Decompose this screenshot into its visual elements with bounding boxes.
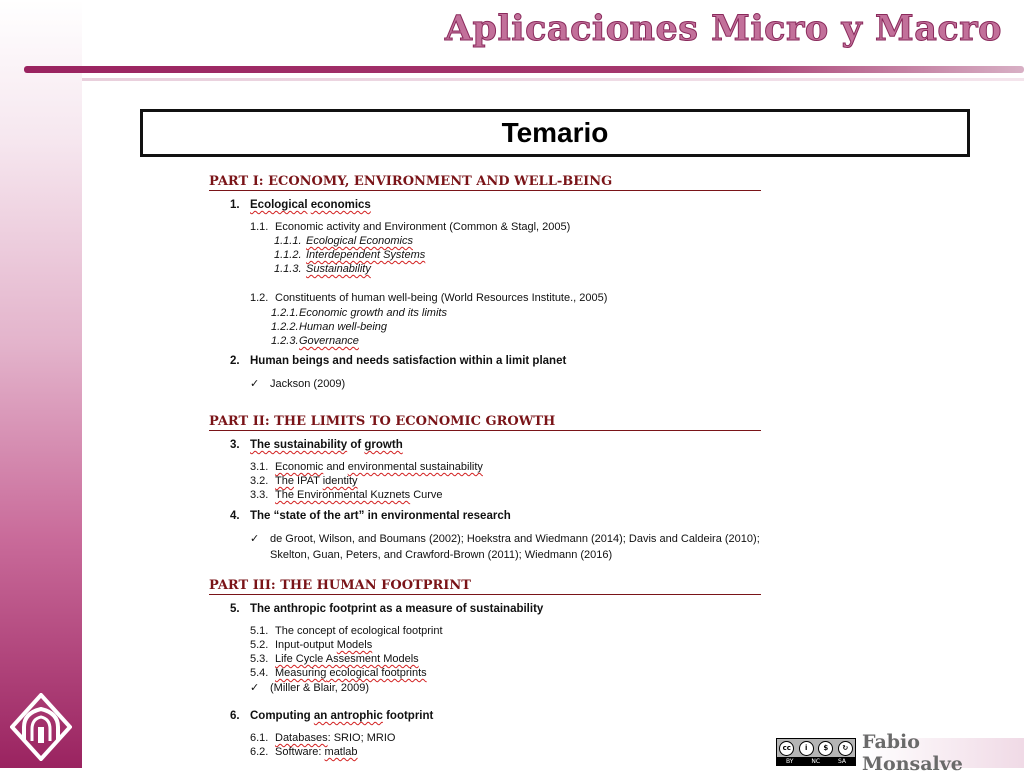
sharealike-icon: ↻ xyxy=(838,741,853,756)
part-heading: PART II: THE LIMITS TO ECONOMIC GROWTH xyxy=(209,414,761,431)
license-label-sa: SA xyxy=(837,757,847,765)
section-heading: 4. The “state of the art” in environmental research xyxy=(230,510,511,522)
check-icon: ✓ xyxy=(250,533,260,545)
check-icon: ✓ xyxy=(250,378,260,390)
section-heading: 3. The sustainability of growth xyxy=(230,439,403,451)
section-heading: 2. Human beings and needs satisfaction within a limit planet xyxy=(230,355,567,367)
subsection: 6.1. Databases: SRIO; MRIO xyxy=(250,732,396,744)
attribution-icon: i xyxy=(799,741,814,756)
section-heading: 1. Ecological economics xyxy=(230,199,371,211)
noncommercial-icon: $ xyxy=(818,741,833,756)
reference-item: ✓ (Miller & Blair, 2009) xyxy=(250,682,370,694)
check-icon: ✓ xyxy=(250,682,260,694)
subsection: 1.2. Constituents of human well-being (World Resources Institute., 2005) xyxy=(250,292,608,304)
creative-commons-license-badge xyxy=(776,738,856,766)
subsection: 5.4. Measuring ecological footprints xyxy=(250,667,427,679)
author-name: Fabio Monsalve xyxy=(862,738,1024,768)
license-label-nc: NC xyxy=(811,757,821,765)
subsubsection: 1.2.2.Human well-being xyxy=(271,321,388,333)
subsection: 3.2. The IPAT identity xyxy=(250,475,358,487)
subsubsection: 1.2.1.Economic growth and its limits xyxy=(271,307,447,319)
part-heading: PART III: THE HUMAN FOOTPRINT xyxy=(209,578,761,595)
subsubsection: 1.1.3. Sustainability xyxy=(274,263,371,275)
reference-item: ✓ Jackson (2009) xyxy=(250,378,346,390)
subsection: 3.1. Economic and environmental sustainability xyxy=(250,461,483,473)
license-label-by: BY xyxy=(785,757,794,765)
section-heading: 5. The anthropic footprint as a measure of sustainability xyxy=(230,603,544,615)
reference-item: ✓ de Groot, Wilson, and Boumans (2002); Hoekstra and Wiedmann (2014); Davis and Caldeira (2010); xyxy=(250,533,760,545)
cc-icon: cc xyxy=(779,741,794,756)
subsection: 5.1. The concept of ecological footprint xyxy=(250,625,443,637)
subsubsection: 1.1.2. Interdependent Systems xyxy=(274,249,426,261)
subsection: 5.2. Input-output Models xyxy=(250,639,373,651)
subsubsection: 1.1.1. Ecological Economics xyxy=(274,235,413,247)
subsection: 1.1. Economic activity and Environment (Common & Stagl, 2005) xyxy=(250,221,571,233)
reference-item-continued: Skelton, Guan, Peters, and Crawford-Brown (2011); Wiedmann (2016) xyxy=(270,549,613,561)
section-heading: 6. Computing an antrophic footprint xyxy=(230,710,434,722)
subsubsection: 1.2.3.Governance xyxy=(271,335,359,347)
subsection: 5.3. Life Cycle Assesment Models xyxy=(250,653,419,665)
slide-title: Temario xyxy=(501,117,609,148)
subsection: 3.3. The Environmental Kuznets Curve xyxy=(250,489,443,501)
part-heading: PART I: ECONOMY, ENVIRONMENT AND WELL-BEING xyxy=(209,174,761,191)
subsection: 6.2. Software: matlab xyxy=(250,746,358,758)
presentation-title: Aplicaciones Micro y Macro xyxy=(444,8,1002,49)
